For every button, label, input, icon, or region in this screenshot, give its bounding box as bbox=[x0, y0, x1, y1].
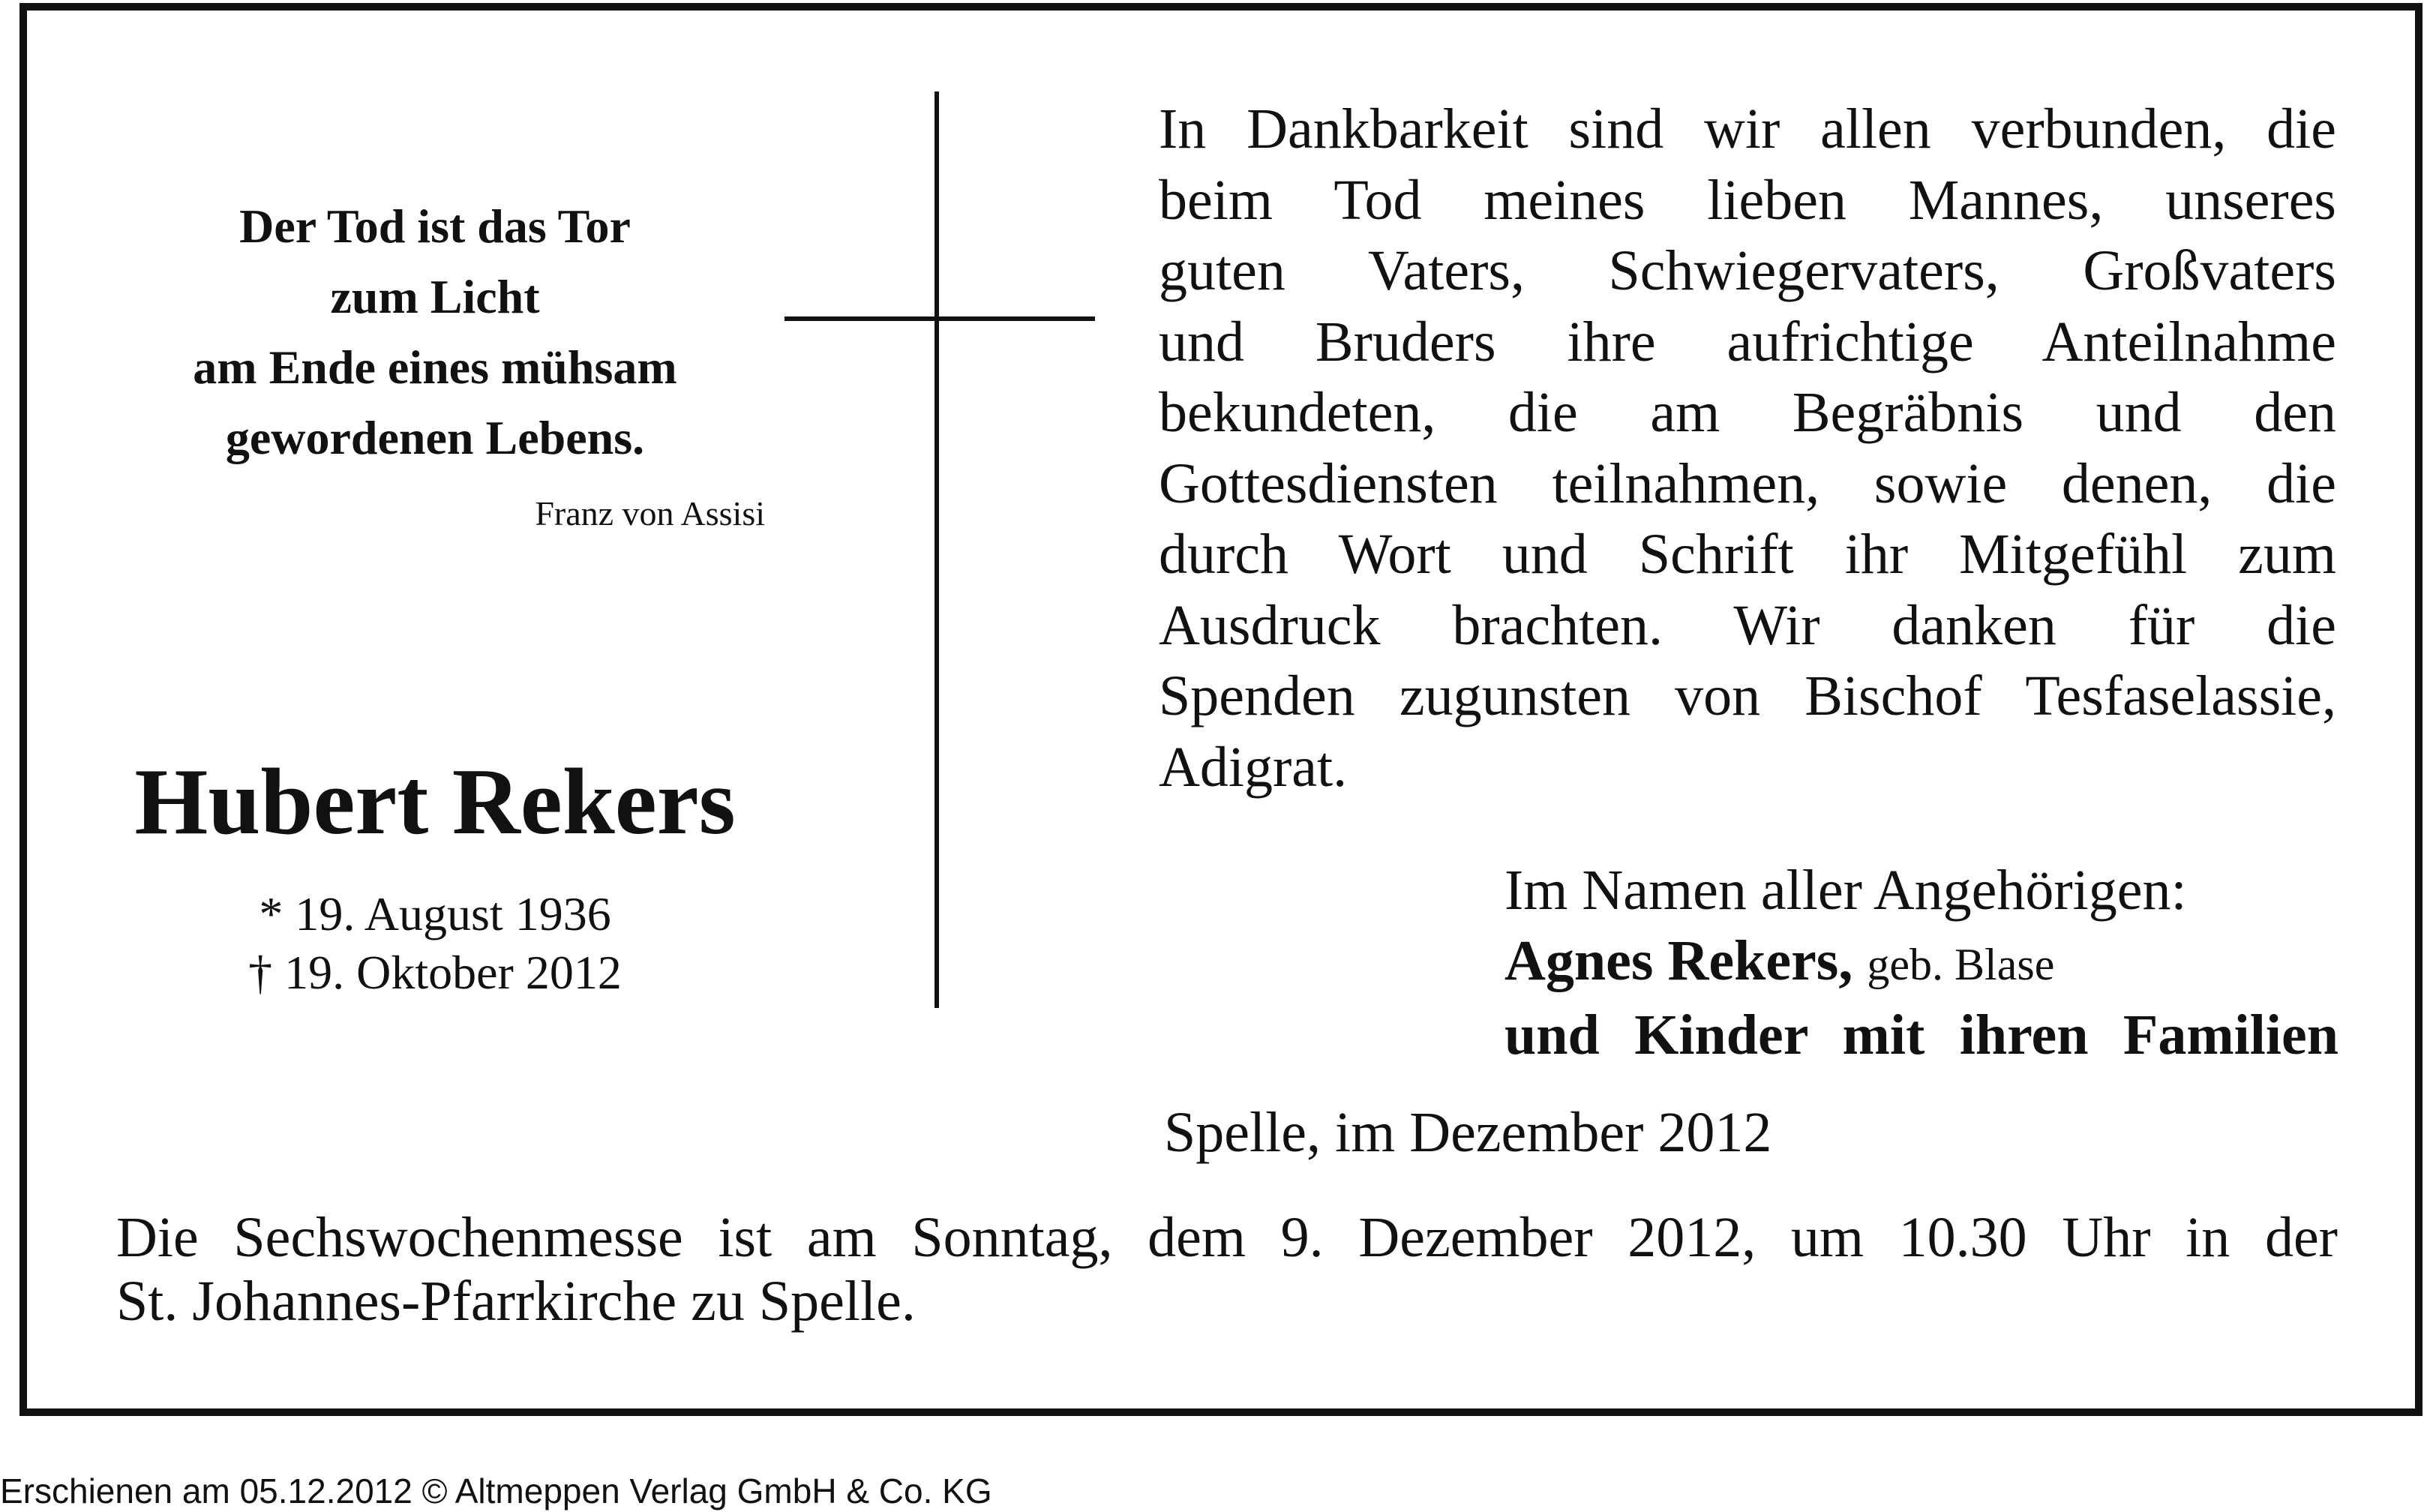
signature-name: Agnes Rekers, bbox=[1504, 929, 1853, 992]
deceased-name: Hubert Rekers bbox=[134, 750, 736, 854]
quote-line: Der Tod ist das Tor bbox=[239, 200, 631, 253]
thanks-text bbox=[1159, 94, 2336, 802]
mass-line: Die Sechswochenmesse ist am Sonntag, dem 9. Dezember 2012, um 10.30 Uhr in der bbox=[116, 1206, 2338, 1269]
thanks-line: Spenden zugunsten von Bischof Tesfaselassie, bbox=[1159, 664, 2336, 728]
signature-maiden-name: geb. Blase bbox=[1867, 940, 2055, 989]
place-date: Spelle, im Dezember 2012 bbox=[1164, 1101, 1772, 1164]
signature-family: und Kinder mit ihren Familien bbox=[1504, 1004, 2338, 1066]
thanks-line: Adigrat. bbox=[1159, 735, 1348, 799]
thanks-line: Gottesdiensten teilnahmen, sowie denen, die bbox=[1159, 452, 2336, 515]
thanks-line: und Bruders ihre aufrichtige Anteilnahme bbox=[1159, 310, 2336, 374]
thanks-line: durch Wort und Schrift ihr Mitgefühl zum bbox=[1159, 523, 2336, 586]
publication-footer: Erschienen am 05.12.2012 © Altmeppen Verlag GmbH & Co. KG bbox=[0, 1472, 992, 1510]
quote bbox=[105, 191, 765, 473]
death-date: † 19. Oktober 2012 bbox=[248, 946, 622, 999]
thanks-line: In Dankbarkeit sind wir allen verbunden, die bbox=[1159, 98, 2336, 160]
thanks-line: Ausdruck brachten. Wir danken für die bbox=[1159, 593, 2336, 657]
life-dates bbox=[105, 885, 765, 1002]
signature-intro: Im Namen aller Angehörigen: bbox=[1504, 859, 2187, 922]
thanks-line: bekundeten, die am Begräbnis und den bbox=[1159, 381, 2336, 444]
birth-date: * 19. August 1936 bbox=[259, 887, 611, 940]
quote-line: am Ende eines mühsam bbox=[193, 340, 677, 394]
mass-announcement bbox=[116, 1206, 2338, 1334]
cross-icon bbox=[934, 92, 939, 1008]
mass-line: St. Johannes-Pfarrkirche zu Spelle. bbox=[116, 1270, 916, 1333]
quote-author: Franz von Assisi bbox=[535, 494, 765, 532]
quote-line: gewordenen Lebens. bbox=[225, 411, 645, 464]
signature bbox=[1504, 855, 2338, 1070]
thanks-line: beim Tod meines lieben Mannes, unseres bbox=[1159, 168, 2336, 232]
thanks-line: guten Vaters, Schwiegervaters, Großvaters bbox=[1159, 239, 2336, 302]
quote-line: zum Licht bbox=[330, 270, 540, 323]
signature-name-line bbox=[1504, 926, 2338, 1000]
cross-icon-bar bbox=[784, 316, 1095, 321]
